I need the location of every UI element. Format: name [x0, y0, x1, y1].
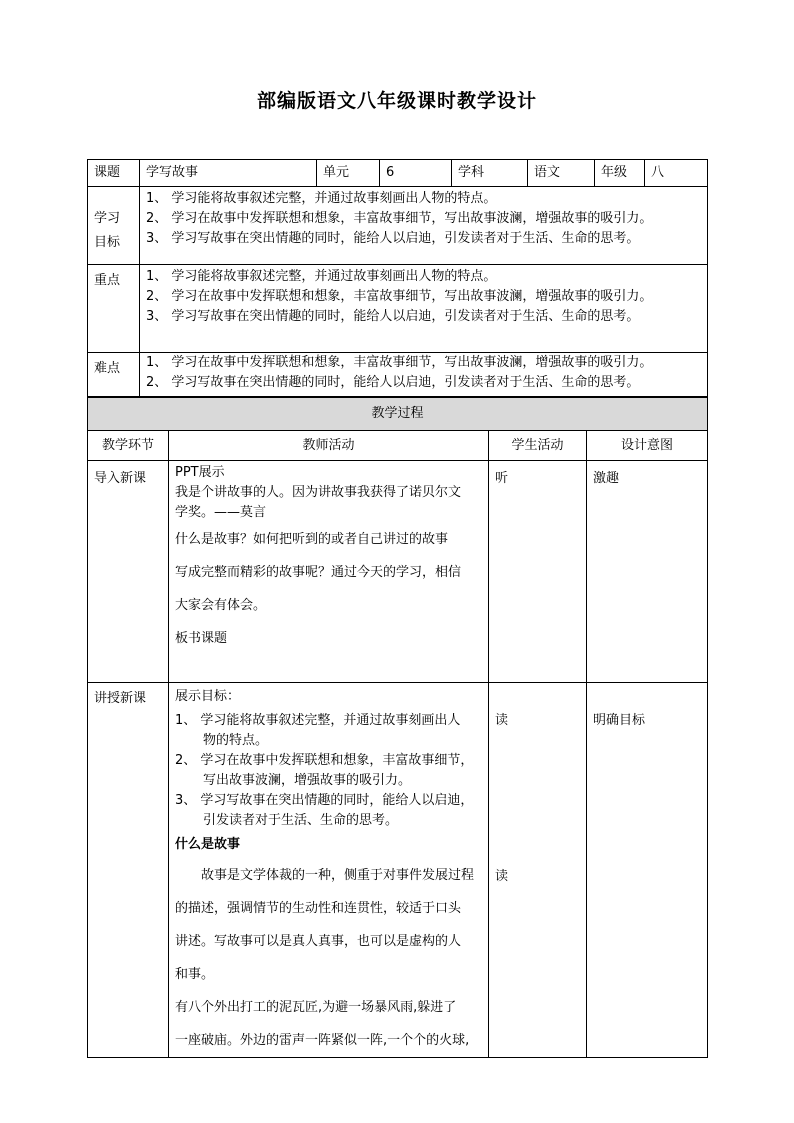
- goals-label-line1: 学习: [94, 211, 121, 226]
- goal-line: 引发读者对于生活、生命的思考。: [203, 813, 399, 828]
- question-line: 大家会有体会。: [175, 598, 267, 613]
- key-points-content: [140, 265, 708, 353]
- student-activity-intro: 听: [489, 461, 587, 683]
- quote-line: 我是个讲故事的人。因为讲故事我获得了诺贝尔文: [175, 485, 462, 500]
- goal-line: 3、 学习写故事在突出情趣的同时，能给人以启迪，: [175, 793, 474, 808]
- key-points-label: 重点: [88, 265, 140, 353]
- column-header-intent: 设计意图: [587, 431, 708, 461]
- teacher-activity-new-lesson: [169, 683, 489, 1058]
- definition-line: 和事。: [175, 967, 215, 982]
- student-activity-new-lesson: [489, 683, 587, 1058]
- board-title-text: 板书课题: [175, 631, 228, 646]
- stage-new-lesson: 讲授新课: [88, 683, 169, 1058]
- stage-intro: 导入新课: [88, 461, 169, 683]
- goal-line: 物的特点。: [203, 733, 269, 748]
- key-point-item: 2、 学习在故事中发挥联想和想象，丰富故事细节，写出故事波澜，增强故事的吸引力。: [146, 289, 653, 304]
- subject-value: 语文: [528, 160, 595, 187]
- design-intent-intro: 激趣: [587, 461, 708, 683]
- story-line: 一座破庙。外边的雷声一阵紧似一阵,一个个的火球,: [175, 1033, 470, 1048]
- column-header-student: 学生活动: [489, 431, 587, 461]
- goals-label: [88, 187, 140, 265]
- topic-label: 课题: [88, 160, 140, 187]
- goals-content: [140, 187, 708, 265]
- topic-value: 学写故事: [140, 160, 317, 187]
- what-is-story-heading: 什么是故事: [175, 837, 241, 852]
- key-point-item: 3、 学习写故事在突出情趣的同时，能给人以启迪，引发读者对于生活、生命的思考。: [146, 309, 640, 324]
- definition-line: 的描述，强调情节的生动性和连贯性，较适于口头: [175, 901, 462, 916]
- question-line: 什么是故事？如何把听到的或者自己讲过的故事: [175, 532, 449, 547]
- difficult-point-item: 2、 学习写故事在突出情趣的同时，能给人以启迪，引发读者对于生活、生命的思考。: [146, 375, 640, 390]
- student-activity-read: 读: [495, 713, 509, 728]
- difficult-points-content: [140, 353, 708, 397]
- column-header-stage: 教学环节: [88, 431, 169, 461]
- difficult-point-item: 1、 学习在故事中发挥联想和想象，丰富故事细节，写出故事波澜，增强故事的吸引力。: [146, 355, 653, 370]
- info-table: [87, 159, 708, 397]
- goal-item: 3、 学习写故事在突出情趣的同时，能给人以启迪，引发读者对于生活、生命的思考。: [146, 231, 640, 246]
- goal-item: 2、 学习在故事中发挥联想和想象，丰富故事细节，写出故事波澜，增强故事的吸引力。: [146, 211, 653, 226]
- difficult-points-label: 难点: [88, 353, 140, 397]
- goal-line: 1、 学习能将故事叙述完整，并通过故事刻画出人: [175, 713, 461, 728]
- column-header-teacher: 教师活动: [169, 431, 489, 461]
- grade-label: 年级: [595, 160, 645, 187]
- definition-line: 讲述。写故事可以是真人真事，也可以是虚构的人: [175, 934, 462, 949]
- process-heading: 教学过程: [88, 398, 708, 431]
- grade-value: 八: [645, 160, 708, 187]
- key-point-item: 1、 学习能将故事叙述完整，并通过故事刻画出人物的特点。: [146, 269, 497, 284]
- goal-item: 1、 学习能将故事叙述完整，并通过故事刻画出人物的特点。: [146, 191, 497, 206]
- unit-label: 单元: [317, 160, 380, 187]
- story-line: 有八个外出打工的泥瓦匠,为避一场暴风雨,躲进了: [175, 1000, 457, 1015]
- teacher-activity-intro: [169, 461, 489, 683]
- quote-line: 学奖。——莫言: [175, 505, 267, 520]
- process-table: [87, 397, 708, 1058]
- show-goals-text: 展示目标：: [175, 689, 241, 704]
- student-activity-read: 读: [495, 869, 509, 884]
- unit-value: 6: [380, 160, 452, 187]
- page-title: 部编版语文八年级课时教学设计: [256, 90, 537, 112]
- ppt-show-text: PPT展示: [175, 465, 225, 480]
- question-line: 写成完整而精彩的故事呢？通过今天的学习，相信: [175, 565, 462, 580]
- definition-line: 故事是文学体裁的一种，侧重于对事件发展过程: [201, 868, 475, 883]
- goals-label-line2: 目标: [94, 235, 121, 250]
- goal-line: 2、 学习在故事中发挥联想和想象，丰富故事细节，: [175, 753, 474, 768]
- goal-line: 写出故事波澜，增强故事的吸引力。: [203, 773, 412, 788]
- subject-label: 学科: [452, 160, 528, 187]
- design-intent-new-lesson: 明确目标: [587, 683, 708, 1058]
